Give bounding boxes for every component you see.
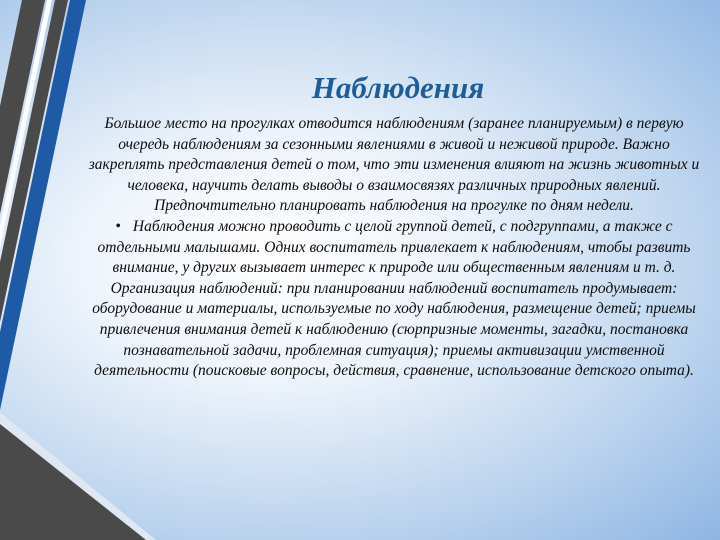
paragraph-organization [80,217,708,382]
slide-title: Наблюдения [311,70,485,105]
paragraph-walk-observations: Большое место на прогулках отводится наблюдениям (заранее планируемым) в первую очередь наблюдениям за сезонными явлениями в живой и неживой природе. Важно закреплять представления детей о том, что эти изменения влияют на жизнь животных и человека, научить делать выводы о взаимосвязях различных природных явлений. Предпочтительно планировать наблюдения на прогулке по дням недели. [88,115,700,215]
paragraph-organization-text: Наблюдения можно проводить с целой группой детей, с подгруппами, а также с отдельными малышами. Одних воспитатель привлекает к наблюдениям, чтобы развить внимание, у других вызывает интерес к природе или общественным явлениям и т. д. Организация наблюдений: при планировании наблюдений воспитатель продумывает: оборудование и материалы, используемые по ходу наблюдения, размещение детей; приемы привлечения внимания детей к наблюдению (сюрпризные моменты, загадки, постановка познавательной задачи, проблемная ситуация); приемы активизации умственной деятельности (поисковые вопросы, действия, сравнение, использование детского опыта). [92,217,696,380]
slide-content [80,68,708,382]
bullet-marker: • [115,217,121,235]
